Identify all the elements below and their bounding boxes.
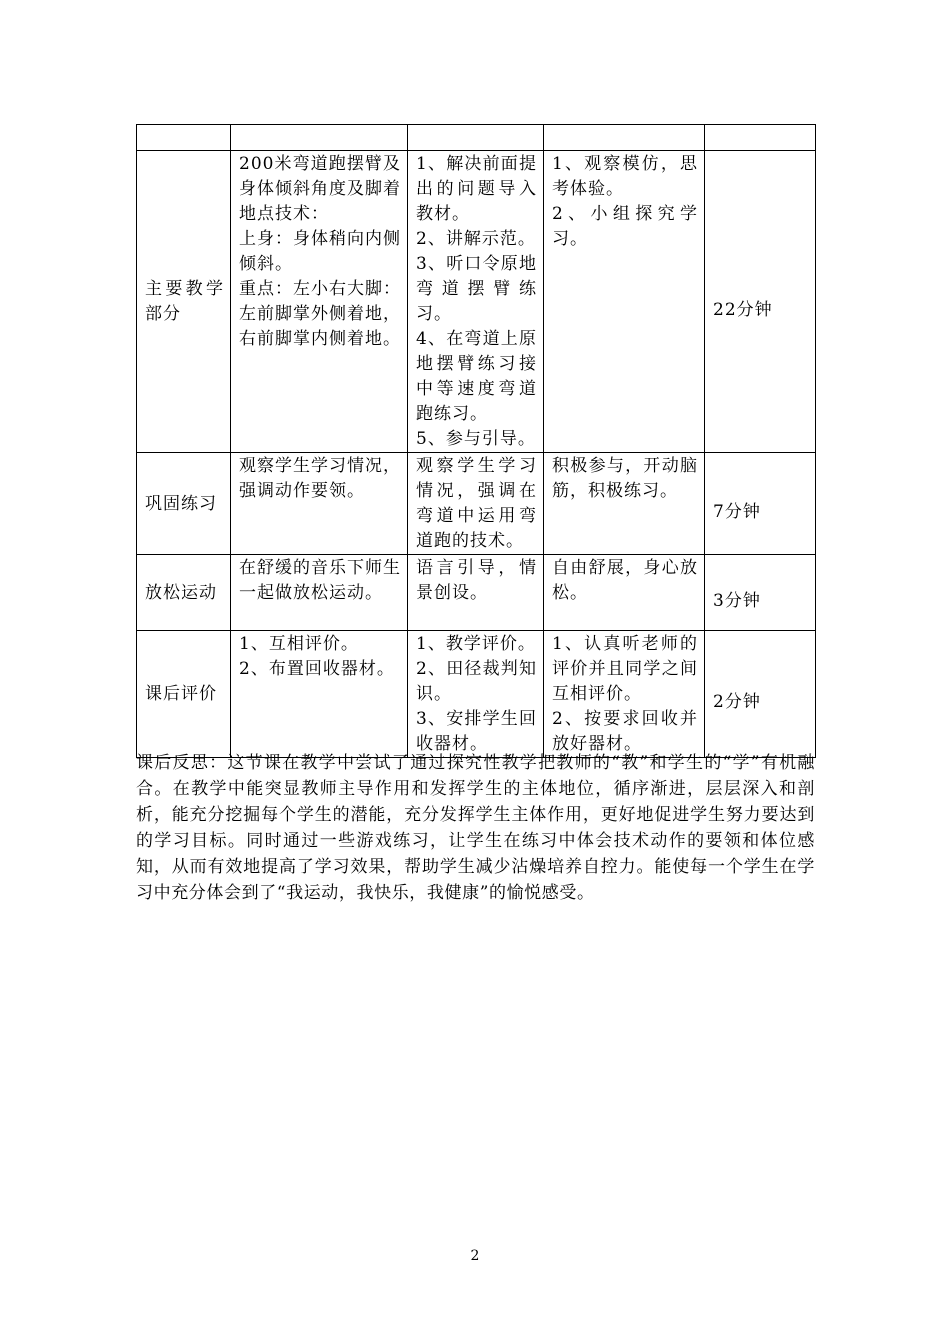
teacher-line: 4、在弯道上原地摆臂练习接中等速度弯道跑练习。 [416, 329, 537, 424]
teacher-line: 观察学生学习情况，强调在弯道中运用弯道跑的技术。 [416, 456, 537, 551]
teacher-activity-cell [408, 453, 544, 555]
teacher-activity-cell [408, 555, 544, 631]
table-header-row-empty [137, 125, 816, 151]
content-line: 200米弯道跑摆臂及身体倾斜角度及脚着地点技术： [239, 154, 401, 224]
teacher-activity-cell [408, 631, 544, 758]
student-line: 2、按要求回收并放好器材。 [552, 709, 698, 754]
time-cell [705, 151, 816, 453]
content-cell [231, 555, 408, 631]
table-row-main-teaching [137, 151, 816, 453]
section-name: 放松运动 [145, 582, 217, 603]
teacher-line: 1、解决前面提出的问题导入教材。 [416, 154, 537, 224]
teacher-line: 1、教学评价。 [416, 634, 536, 654]
teacher-line: 5、参与引导。 [416, 429, 536, 449]
table-row-evaluation [137, 631, 816, 758]
student-line: 自由舒展，身心放松。 [552, 558, 698, 603]
empty-cell [408, 125, 544, 151]
time-value: 3分钟 [713, 590, 761, 611]
section-name: 主要教学部分 [145, 279, 224, 324]
section-name: 课后评价 [145, 684, 217, 704]
student-activity-cell [544, 631, 705, 758]
time-value: 22分钟 [713, 299, 773, 320]
teacher-line: 语言引导，情景创设。 [416, 558, 537, 603]
content-line: 在舒缓的音乐下师生一起做放松运动。 [239, 558, 401, 603]
teacher-line: 3、听口令原地弯道摆臂练习。 [416, 254, 537, 324]
empty-cell [544, 125, 705, 151]
time-value: 7分钟 [713, 501, 761, 522]
time-value: 2分钟 [713, 692, 761, 712]
teacher-line: 3、安排学生回收器材。 [416, 709, 537, 754]
lesson-plan-table [136, 124, 816, 758]
time-cell [705, 631, 816, 758]
teacher-line: 2、讲解示范。 [416, 229, 536, 249]
section-name-cell [137, 151, 231, 453]
section-name-cell [137, 631, 231, 758]
student-line: 1、观察模仿，思考体验。 [552, 154, 698, 199]
content-line: 观察学生学习情况，强调动作要领。 [239, 456, 401, 501]
empty-cell [705, 125, 816, 151]
empty-cell [137, 125, 231, 151]
content-cell [231, 151, 408, 453]
time-cell [705, 453, 816, 555]
page-number: 2 [470, 1248, 480, 1264]
section-name-cell [137, 555, 231, 631]
student-activity-cell [544, 555, 705, 631]
reflection-paragraph: 课后反思：这节课在教学中尝试了通过探究性教学把教师的“教”和学生的“学”有机融合。在教学中能突显教师主导作用和发挥学生的主体地位，循序渐进，层层深入和剖析，能充分挖掘每个学生的潜能，充分发挥学生主体作用，更好地促进学生努力要达到的学习目标。同时通过一些游戏练习，让学生在练习中体会技术动作的要领和体位感知，从而有效地提高了学习效果，帮助学生减少沾燥培养自控力。能使每一个学生在学习中充分体会到了“我运动，我快乐，我健康”的愉悦感受。 [136, 753, 815, 903]
time-cell [705, 555, 816, 631]
content-line: 重点：左小右大脚：左前脚掌外侧着地，右前脚掌内侧着地。 [239, 279, 401, 349]
content-line: 2、布置回收器材。 [239, 659, 395, 679]
section-name-cell [137, 453, 231, 555]
student-line: 1、认真听老师的评价并且同学之间互相评价。 [552, 634, 698, 704]
section-name: 巩固练习 [145, 493, 217, 514]
student-activity-cell [544, 151, 705, 453]
content-line: 上身：身体稍向内侧倾斜。 [239, 229, 401, 274]
empty-cell [231, 125, 408, 151]
content-line: 1、互相评价。 [239, 634, 359, 654]
table-row-consolidation [137, 453, 816, 555]
teacher-activity-cell [408, 151, 544, 453]
teacher-line: 2、田径裁判知识。 [416, 659, 537, 704]
student-activity-cell [544, 453, 705, 555]
content-cell [231, 631, 408, 758]
student-line: 2、小组探究学习。 [552, 204, 698, 249]
student-line: 积极参与，开动脑筋，积极练习。 [552, 456, 698, 501]
content-cell [231, 453, 408, 555]
table-row-relaxation [137, 555, 816, 631]
